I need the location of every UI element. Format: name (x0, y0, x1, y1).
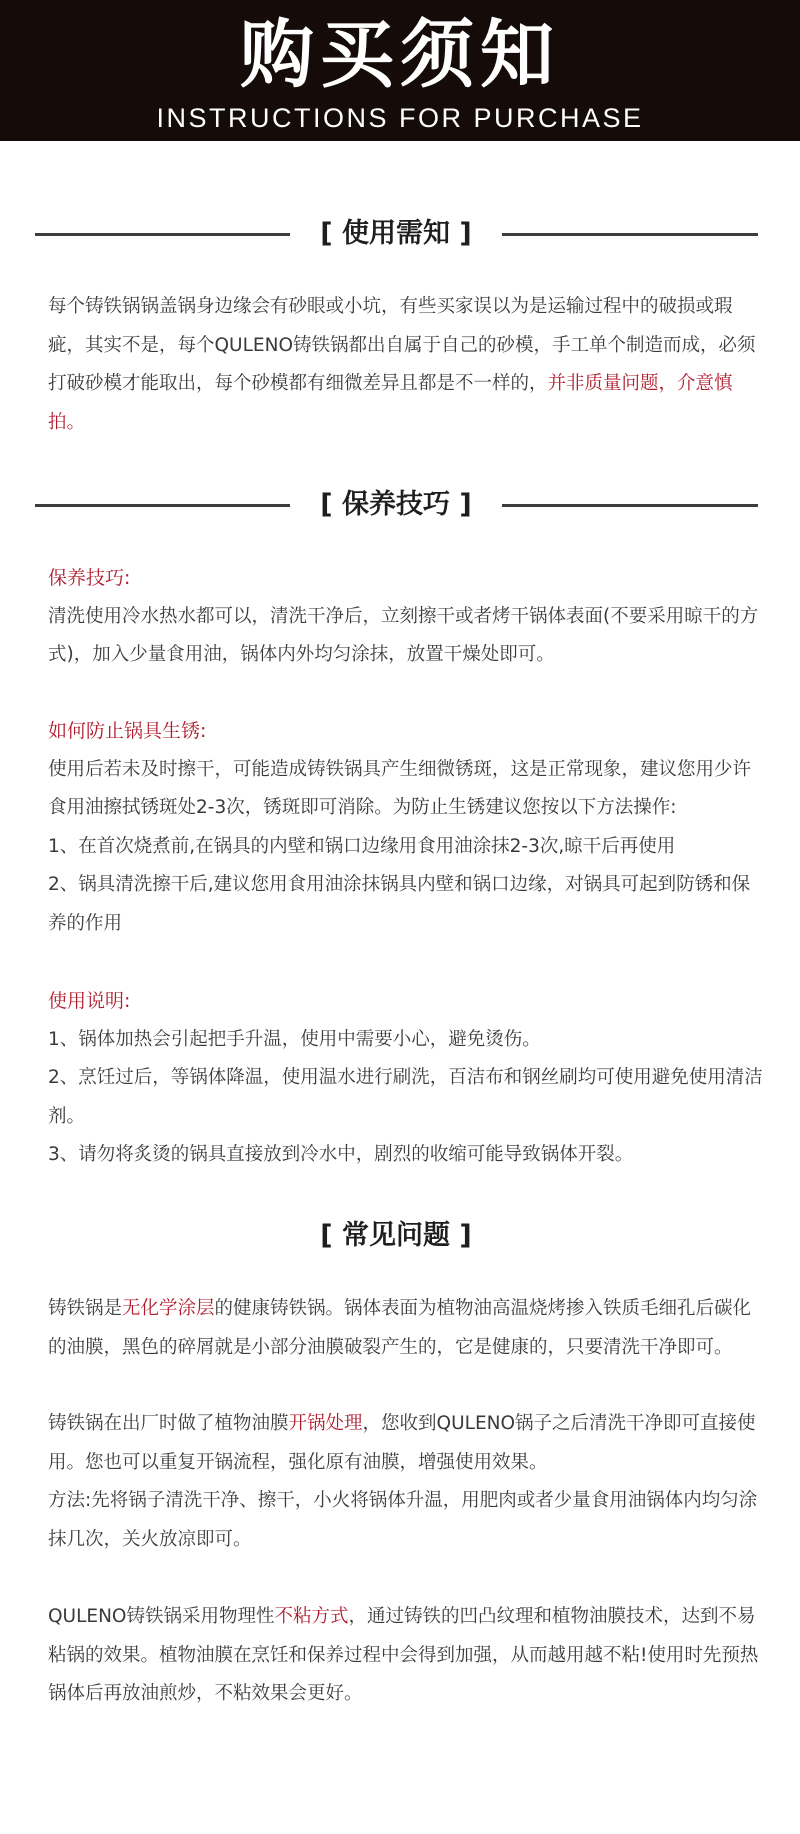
rust-prevention-text: 使用后若未及时擦干，可能造成铸铁锅具产生细微锈斑，这是正常现象，建议您用少许食用油擦拭锈斑处2-3次，锈斑即可消除。为防止生锈建议您按以下方法操作: (48, 758, 752, 818)
usage-notes-text: 每个铸铁锅锅盖锅身边缘会有砂眼或小坑，有些买家误以为是运输过程中的破损或瑕疵，其实不是，每个QULENO铸铁锅都出自属于自己的砂模，手工单个制造而成，必须打破砂模才能取出，每个砂模都有细微差异且都是不一样的， (48, 296, 756, 394)
heading-divider-right (502, 504, 758, 507)
rust-prevention-block (48, 712, 764, 943)
faq-paragraph-2 (48, 1405, 764, 1559)
heading-divider-right (502, 233, 758, 236)
page-title: 购买须知 (240, 12, 560, 98)
page-header (0, 0, 800, 141)
heading-divider-left (35, 233, 290, 236)
usage-notes-paragraph (48, 288, 764, 442)
section-title: [ 保养技巧 ] (320, 489, 472, 520)
section-heading-usage-notes (0, 214, 800, 254)
usage-instructions-block (48, 982, 764, 1175)
maintenance-tips-label: 保养技巧: (48, 567, 131, 589)
faq-text: QULENO铸铁锅采用物理性 (48, 1606, 275, 1627)
faq-method-text: 方法:先将锅子清洗干净、擦干，小火将锅体升温，用肥肉或者少量食用油锅体内均匀涂抹几次，关火放凉即可。 (48, 1490, 758, 1550)
faq-highlight: 不粘方式 (274, 1606, 349, 1627)
rust-prevention-item: 1、在首次烧煮前,在锅具的内壁和锅口边缘用食用油涂抹2-3次,晾干后再使用 (48, 835, 676, 857)
section-title: [ 使用需知 ] (320, 218, 472, 249)
faq-text: 铸铁锅是 (48, 1298, 123, 1319)
usage-instructions-item: 1、锅体加热会引起把手升温，使用中需要小心，避免烫伤。 (48, 1028, 541, 1050)
usage-notes-highlight: 并非质量问题，介意慎拍。 (48, 373, 733, 433)
faq-highlight: 无化学涂层 (122, 1298, 215, 1319)
faq-text: 铸铁锅在出厂时做了植物油膜 (48, 1413, 289, 1434)
faq-text: ，您收到QULENO锅子之后清洗干净即可直接使用。您也可以重复开锅流程，强化原有油膜，增强使用效果。 (48, 1413, 756, 1473)
heading-divider-left (35, 504, 290, 507)
section-heading-faq (0, 1216, 800, 1256)
faq-paragraph-3 (48, 1598, 764, 1714)
faq-highlight: 开锅处理 (288, 1413, 363, 1434)
faq-text: 的健康铸铁锅。锅体表面为植物油高温烧烤掺入铁质毛细孔后碳化的油膜，黑色的碎屑就是小部分油膜破裂产生的，它是健康的，只要清洗干净即可。 (48, 1298, 752, 1358)
rust-prevention-item: 2、锅具清洗擦干后,建议您用食用油涂抹锅具内壁和锅口边缘，对锅具可起到防锈和保养的作用 (48, 874, 751, 934)
section-heading-maintenance (0, 485, 800, 525)
usage-instructions-label: 使用说明: (48, 990, 131, 1012)
rust-prevention-label: 如何防止锅具生锈: (48, 720, 207, 742)
page-subtitle: INSTRUCTIONS FOR PURCHASE (156, 103, 644, 133)
usage-instructions-item: 2、烹饪过后，等锅体降温，使用温水进行刷洗，百洁布和钢丝刷均可使用避免使用清洁剂。 (48, 1067, 763, 1127)
section-title: [ 常见问题 ] (320, 1220, 472, 1251)
faq-text: ，通过铸铁的凹凸纹理和植物油膜技术，达到不易粘锅的效果。植物油膜在烹饪和保养过程中会得到加强，从而越用越不粘!使用时先预热锅体后再放油煎炒，不粘效果会更好。 (48, 1606, 759, 1704)
usage-instructions-item: 3、请勿将炙烫的锅具直接放到冷水中，剧烈的收缩可能导致锅体开裂。 (48, 1144, 634, 1165)
maintenance-tips-text: 清洗使用冷水热水都可以，清洗干净后，立刻擦干或者烤干锅体表面(不要采用晾干的方式)，加入少量食用油，锅体内外均匀涂抹，放置干燥处即可。 (48, 605, 759, 665)
faq-paragraph-1 (48, 1290, 764, 1367)
maintenance-tips-block (48, 559, 764, 675)
